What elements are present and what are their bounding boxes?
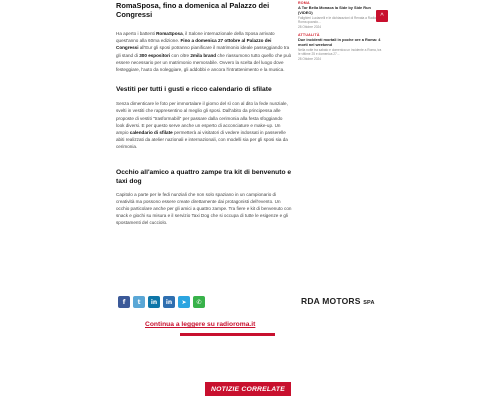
article-title: RomaSposa, fino a domenica al Palazzo dei Congressi xyxy=(116,1,270,19)
sidebar-item-date: 28 Ottobre 2024 xyxy=(298,57,322,61)
sidebar-item-summary: Nella notte tra sabato e domenica un incidente a Roma, tra le vittime 25 e domenica 27... xyxy=(298,48,382,56)
sidebar-category: ATTUALITÀ xyxy=(298,33,320,37)
section-heading-pets: Occhio all'amico a quattro zampe tra kit di benvenuto e taxi dog xyxy=(116,168,292,185)
facebook-icon[interactable]: f xyxy=(118,296,130,308)
scroll-top-button[interactable] xyxy=(376,10,388,22)
sidebar-category: ROMA xyxy=(298,1,310,5)
article-paragraph-1 xyxy=(116,30,292,73)
sidebar-item-title[interactable]: Due incidenti mortali in poche ore a Roma: 4 morti nel weekend xyxy=(298,37,381,47)
text-span: Senza dimenticare le foto per immortalare il giorno del sì con al dito la fede nunziale, svelti in vestiti che rappresentino al meglio gli sposi. Dall'abito da principessa alle proposte di vestiti "trasformabili" per passare dalla cerimonia alla festa sfoggiando look diversi. E per questo serve anche un esperto di acconciature e make-up. Un ampio xyxy=(116,101,288,136)
romasposa-link[interactable]: RomaSposa xyxy=(156,31,183,36)
rda-motors-ad[interactable] xyxy=(301,296,375,306)
article-paragraph-3: Capitolo a parte per le fedi nunziali che non solo spaziano in un campionario di creatività ma possono essere create direttamente dai protagonisti dell'evento. Un occhio particolare anche per gli amici a quattro zampe. Tra fiere e kit di benvenuto con snack e giochi su misura e il servizio Taxi Dog che si occupa di tutte le esigenze e gli spostamenti del cucciolo. xyxy=(116,191,292,226)
text-span: , il Salone internazionale della Sposa arrivato quest'anno alla 60ma edizione. xyxy=(116,31,275,44)
related-news-button[interactable]: NOTIZIE CORRELATE xyxy=(205,382,291,396)
text-bold: calendario di sfilate xyxy=(129,130,173,136)
linkedin-alt-icon[interactable]: in xyxy=(163,296,175,308)
continue-underline-bar xyxy=(180,333,275,336)
sidebar-news-item[interactable] xyxy=(298,1,384,29)
sidebar-news-item[interactable] xyxy=(298,33,384,61)
sidebar-item-summary: Falighieri Lucianelli e le dichiarazioni di Renata a Radio Roma quando... xyxy=(298,16,377,24)
article-paragraph-2 xyxy=(116,100,292,150)
share-bar xyxy=(118,296,205,308)
text-span: all'Eur gli sposi potranno pianificare il matrimonio ideale passeggiando tra gli stand di xyxy=(116,45,290,58)
section-heading-dresses: Vestiti per tutti i gusti e ricco calendario di sfilate xyxy=(116,86,272,94)
text-span: permetterà ai visitatori di vedere indossati in passerelle abiti realizzati da atelier nazionali e internazionali, con modelli sia per gli sposi sia da cerimonia. xyxy=(116,130,288,150)
text-span: che riassumono tutto quello che può essere necessario per un matrimonio memorabile. Ovvero la scelta del luogo dove festeggiare, l'auto da noleggiare, gli addobbi e ancora l'intrattenimento e la musica. xyxy=(116,52,292,73)
continue-reading-link[interactable]: Continua a leggere su radioroma.it xyxy=(145,321,256,328)
text-span: Ha aperto i battenti xyxy=(116,31,157,36)
text-span: con oltre xyxy=(170,52,191,58)
article xyxy=(116,0,292,227)
sidebar-news xyxy=(298,0,384,61)
text-bold: Fino a domenica 27 ottobre al Palazzo dei Congressi xyxy=(116,38,272,51)
text-bold: 300 espositori xyxy=(139,52,171,58)
ad-brand: RDA MOTORS xyxy=(301,296,361,306)
sidebar-item-title[interactable]: A Tor Bella Monaca la Side by Side Run (VIDEO) xyxy=(298,5,371,15)
whatsapp-icon[interactable]: ✆ xyxy=(193,296,205,308)
sidebar-item-date: 28 Ottobre 2024 xyxy=(298,25,322,29)
text-bold: 2mila brand xyxy=(190,52,217,58)
twitter-icon[interactable]: t xyxy=(133,296,145,308)
linkedin-icon[interactable]: in xyxy=(148,296,160,308)
telegram-icon[interactable]: ➤ xyxy=(178,296,190,308)
chevron-up-icon: ^ xyxy=(380,12,384,20)
ad-suffix: SPA xyxy=(363,300,375,306)
